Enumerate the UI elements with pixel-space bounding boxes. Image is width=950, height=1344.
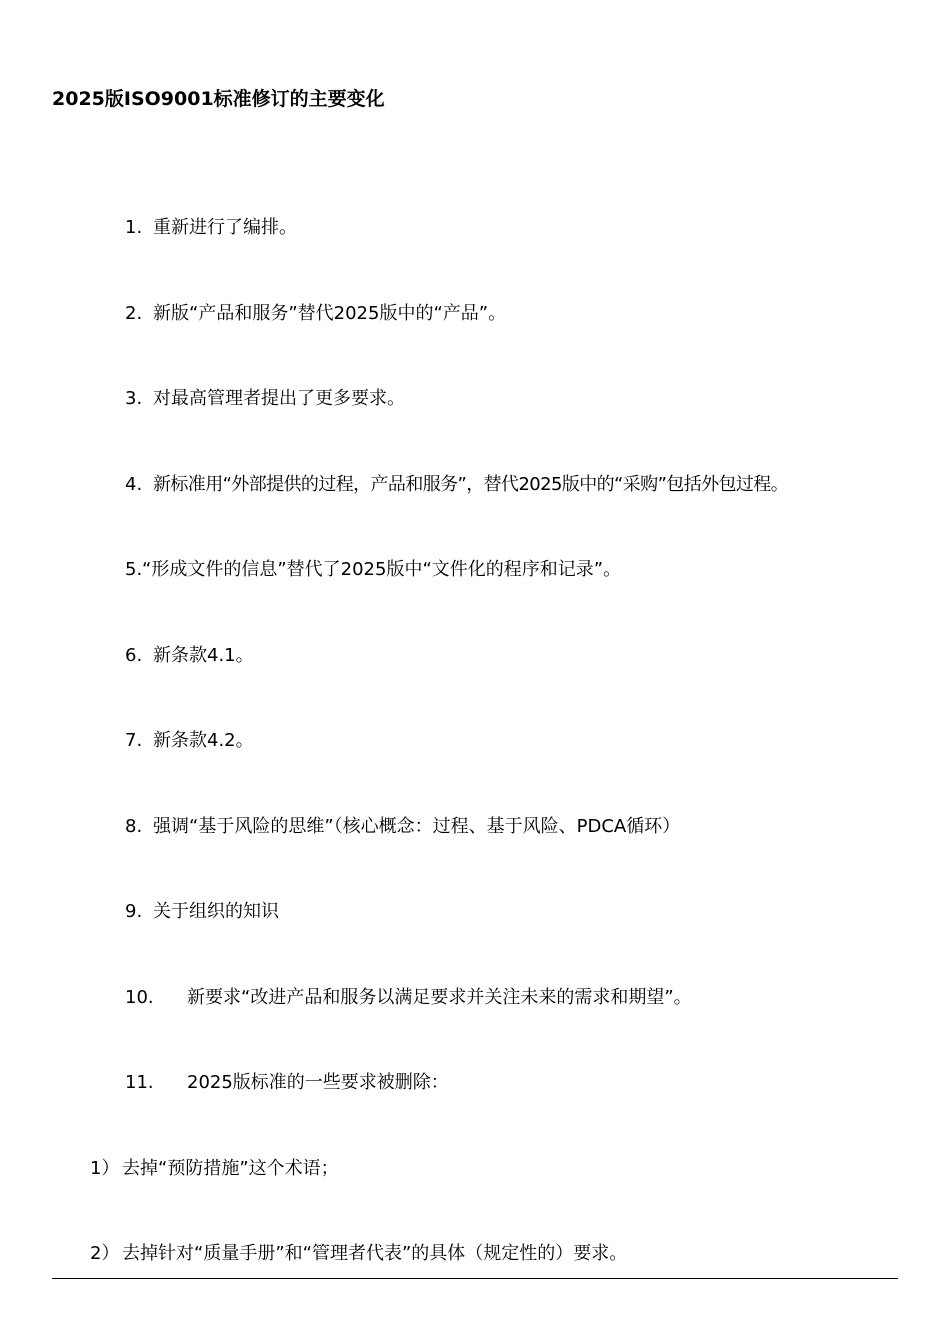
list-item xyxy=(125,1071,449,1095)
list-item xyxy=(125,644,254,668)
list-item-text: 重新进行了编排。 xyxy=(153,217,297,238)
list-item xyxy=(125,387,405,411)
sub-list-item-text: 去掉针对“质量手册”和“管理者代表”的具体（规定性的）要求。 xyxy=(122,1243,628,1264)
list-item-number: 5. xyxy=(125,559,143,580)
list-item-number: 10. xyxy=(125,987,154,1008)
list-item-text: 新条款4.1。 xyxy=(153,645,254,666)
list-item xyxy=(125,558,621,582)
sub-list-item-text: 去掉“预防措施”这个术语； xyxy=(122,1158,339,1179)
list-item-number: 9. xyxy=(125,901,143,922)
list-item xyxy=(125,900,279,924)
list-item-text: 新版“产品和服务”替代2025版中的“产品”。 xyxy=(153,303,507,324)
list-item-text: 关于组织的知识 xyxy=(153,901,279,922)
list-item xyxy=(125,986,692,1010)
list-item-number: 8. xyxy=(125,816,143,837)
list-item-number: 1. xyxy=(125,217,143,238)
list-item xyxy=(125,473,788,497)
list-item-number: 11. xyxy=(125,1072,154,1093)
list-item-number: 4. xyxy=(125,474,143,495)
list-item-number: 3. xyxy=(125,388,143,409)
sub-list-item-number: 1） xyxy=(90,1158,120,1179)
list-item-text: 新条款4.2。 xyxy=(153,730,254,751)
bottom-rule xyxy=(52,1278,898,1279)
list-item-number: 7. xyxy=(125,730,143,751)
page-title: 2025版ISO9001标准修订的主要变化 xyxy=(52,88,385,110)
list-item-number: 6. xyxy=(125,645,143,666)
list-item-text: 对最高管理者提出了更多要求。 xyxy=(153,388,405,409)
list-item xyxy=(125,729,254,753)
list-item-text: 2025版标准的一些要求被删除： xyxy=(187,1072,449,1093)
list-item-text: 新要求“改进产品和服务以满足要求并关注未来的需求和期望”。 xyxy=(187,987,692,1008)
list-item xyxy=(125,815,680,839)
list-item xyxy=(125,302,506,326)
sub-list-item-number: 2） xyxy=(90,1243,120,1264)
list-item-text: “形成文件的信息”替代了2025版中“文件化的程序和记录”。 xyxy=(142,559,622,580)
sub-list-item xyxy=(90,1242,627,1266)
list-item-text: 强调“基于风险的思维”（核心概念：过程、基于风险、PDCA循环） xyxy=(153,816,681,837)
sub-list-item xyxy=(90,1157,339,1181)
list-item-number: 2. xyxy=(125,303,143,324)
list-item xyxy=(125,216,297,240)
list-item-text: 新标准用“外部提供的过程，产品和服务”，替代2025版中的“采购”包括外包过程。 xyxy=(153,474,789,495)
